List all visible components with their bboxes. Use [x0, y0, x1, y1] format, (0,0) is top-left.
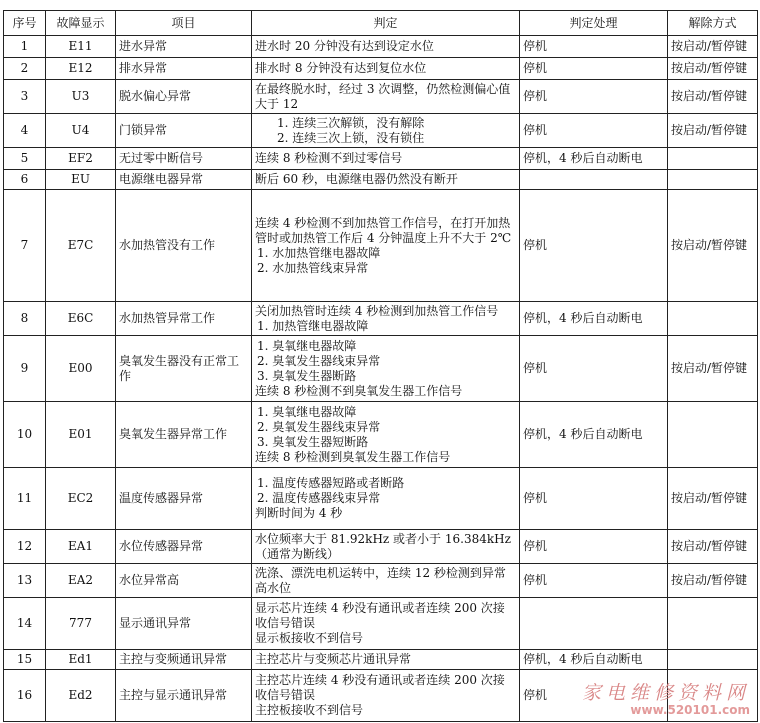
judgement-line: 1. 臭氧继电器故障 — [257, 404, 357, 419]
judgement-cell — [252, 190, 520, 302]
judgement-cell — [252, 148, 520, 170]
fault-item: 无过零中断信号 — [116, 148, 252, 170]
judgement-cell — [252, 302, 520, 336]
watermark-url: www.520101.com — [630, 703, 750, 717]
fault-item: 电源继电器异常 — [116, 170, 252, 190]
judgement-cell — [252, 58, 520, 80]
row-number: 11 — [4, 468, 46, 530]
table-row — [4, 302, 758, 336]
row-number: 2 — [4, 58, 46, 80]
header-cell: 判定处理 — [520, 11, 668, 36]
clear-method-cell: 按启动/暂停键 — [668, 36, 758, 58]
fault-code: Ed2 — [46, 670, 116, 722]
action-cell: 停机 — [520, 80, 668, 114]
judgement-line: 连续 8 秒检测到臭氧发生器工作信号 — [255, 449, 451, 464]
judgement-line: 显示板接收不到信号 — [255, 631, 364, 645]
table-row — [4, 148, 758, 170]
row-number: 13 — [4, 564, 46, 598]
action-cell: 停机 — [520, 468, 668, 530]
table-row — [4, 564, 758, 598]
table-row — [4, 530, 758, 564]
header-cell: 项目 — [116, 11, 252, 36]
judgement-line: 主控芯片连续 4 秒没有通讯或者连续 200 次接收信号错误 — [255, 673, 505, 702]
judgement-cell — [252, 80, 520, 114]
row-number: 6 — [4, 170, 46, 190]
judgement-cell — [252, 650, 520, 670]
action-cell: 停机，4 秒后自动断电 — [520, 148, 668, 170]
fault-code: EF2 — [46, 148, 116, 170]
fault-code: E6C — [46, 302, 116, 336]
header-cell: 故障显示 — [46, 11, 116, 36]
clear-method-cell — [668, 302, 758, 336]
fault-item: 臭氧发生器异常工作 — [116, 402, 252, 468]
clear-method-cell — [668, 170, 758, 190]
action-cell: 停机，4 秒后自动断电 — [520, 650, 668, 670]
fault-item: 排水异常 — [116, 58, 252, 80]
action-cell: 停机 — [520, 336, 668, 402]
clear-method-cell — [668, 598, 758, 650]
fault-item: 水加热管没有工作 — [116, 190, 252, 302]
watermark-text: 家电维修资料网 — [581, 682, 750, 704]
clear-method-cell: 按启动/暂停键 — [668, 564, 758, 598]
row-number: 3 — [4, 80, 46, 114]
table-row — [4, 468, 758, 530]
clear-method-cell — [668, 148, 758, 170]
action-cell: 停机 — [520, 530, 668, 564]
table-row — [4, 598, 758, 650]
judgement-line: 水位频率大于 81.92kHz 或者小于 16.384kHz — [255, 531, 511, 546]
row-number: 15 — [4, 650, 46, 670]
judgement-cell — [252, 530, 520, 564]
action-cell: 停机，4 秒后自动断电 — [520, 402, 668, 468]
judgement-line: 关闭加热管时连续 4 秒检测到加热管工作信号 — [255, 303, 499, 318]
fault-item: 主控与显示通讯异常 — [116, 670, 252, 722]
row-number: 5 — [4, 148, 46, 170]
judgement-line: 1. 水加热管继电器故障 — [257, 245, 381, 260]
judgement-line: 3. 臭氧发生器短断路 — [257, 434, 369, 449]
judgement-cell — [252, 598, 520, 650]
fault-code: E11 — [46, 36, 116, 58]
fault-item: 水位传感器异常 — [116, 530, 252, 564]
fault-code: U3 — [46, 80, 116, 114]
fault-item: 脱水偏心异常 — [116, 80, 252, 114]
judgement-line: 1. 臭氧继电器故障 — [257, 338, 357, 353]
fault-code: 777 — [46, 598, 116, 650]
action-cell: 停机 — [520, 564, 668, 598]
row-number: 7 — [4, 190, 46, 302]
row-number: 14 — [4, 598, 46, 650]
fault-code: E7C — [46, 190, 116, 302]
judgement-line: 排水时 8 分钟没有达到复位水位 — [255, 61, 427, 75]
fault-code: E01 — [46, 402, 116, 468]
clear-method-cell: 按启动/暂停键 — [668, 468, 758, 530]
table-row — [4, 58, 758, 80]
judgement-line: 主控芯片与变频芯片通讯异常 — [255, 652, 412, 666]
table-row — [4, 170, 758, 190]
row-number: 1 — [4, 36, 46, 58]
judgement-cell — [252, 402, 520, 468]
fault-code: U4 — [46, 114, 116, 148]
judgement-line: 断后 60 秒，电源继电器仍然没有断开 — [255, 172, 458, 186]
table-row — [4, 336, 758, 402]
header-row — [4, 11, 758, 36]
row-number: 8 — [4, 302, 46, 336]
fault-item: 水加热管异常工作 — [116, 302, 252, 336]
fault-item: 主控与变频通讯异常 — [116, 650, 252, 670]
judgement-line: 连续 4 秒检测不到加热管工作信号，在打开加热管时或加热管工作后 4 分钟温度上升不大于 2℃ — [255, 215, 512, 245]
judgement-line: 2. 臭氧发生器线束异常 — [257, 353, 381, 368]
clear-method-cell — [668, 650, 758, 670]
judgement-cell — [252, 170, 520, 190]
judgement-line: 2. 连续三次上锁，没有锁住 — [277, 130, 425, 145]
fault-code: EA1 — [46, 530, 116, 564]
judgement-line: 2. 臭氧发生器线束异常 — [257, 419, 381, 434]
action-cell: 停机 — [520, 36, 668, 58]
header-cell: 判定 — [252, 11, 520, 36]
fault-code-table — [3, 10, 758, 722]
judgement-line: 1. 加热管继电器故障 — [257, 318, 369, 333]
judgement-cell — [252, 670, 520, 722]
judgement-line: 显示芯片连续 4 秒没有通讯或者连续 200 次接收信号错误 — [255, 601, 505, 630]
judgement-line: 1. 温度传感器短路或者断路 — [257, 476, 405, 490]
row-number: 16 — [4, 670, 46, 722]
watermark — [582, 678, 750, 717]
fault-code: E12 — [46, 58, 116, 80]
header-cell: 解除方式 — [668, 11, 758, 36]
header-cell: 序号 — [4, 11, 46, 36]
judgement-line: 连续 8 秒检测不到过零信号 — [255, 151, 403, 165]
judgement-line: 2. 温度传感器线束异常 — [257, 491, 381, 505]
judgement-cell — [252, 564, 520, 598]
action-cell: 停机 — [520, 58, 668, 80]
fault-code: EA2 — [46, 564, 116, 598]
judgement-cell — [252, 114, 520, 148]
row-number: 9 — [4, 336, 46, 402]
judgement-line: 连续 8 秒检测不到臭氧发生器工作信号 — [255, 383, 463, 398]
judgement-cell — [252, 468, 520, 530]
fault-item: 温度传感器异常 — [116, 468, 252, 530]
row-number: 4 — [4, 114, 46, 148]
table-row — [4, 650, 758, 670]
table-row — [4, 114, 758, 148]
table-row — [4, 402, 758, 468]
judgement-line: 主控板接收不到信号 — [255, 703, 364, 717]
table-row — [4, 190, 758, 302]
fault-item: 水位异常高 — [116, 564, 252, 598]
clear-method-cell: 按启动/暂停键 — [668, 114, 758, 148]
judgement-line: （通常为断线） — [255, 546, 340, 561]
judgement-line: 判断时间为 4 秒 — [255, 506, 343, 520]
fault-code: E00 — [46, 336, 116, 402]
judgement-cell — [252, 336, 520, 402]
fault-item: 进水异常 — [116, 36, 252, 58]
fault-item: 门锁异常 — [116, 114, 252, 148]
action-cell: 停机，4 秒后自动断电 — [520, 302, 668, 336]
fault-code: EC2 — [46, 468, 116, 530]
fault-item: 显示通讯异常 — [116, 598, 252, 650]
judgement-line: 1. 连续三次解锁，没有解除 — [277, 115, 425, 130]
action-cell: 停机 — [520, 114, 668, 148]
clear-method-cell: 按启动/暂停键 — [668, 190, 758, 302]
judgement-line: 洗涤、漂洗电机运转中，连续 12 秒检测到异常高水位 — [255, 565, 506, 595]
judgement-cell — [252, 36, 520, 58]
fault-code: EU — [46, 170, 116, 190]
clear-method-cell — [668, 402, 758, 468]
action-cell: 停机 — [520, 190, 668, 302]
table-row — [4, 80, 758, 114]
action-cell — [520, 598, 668, 650]
clear-method-cell: 按启动/暂停键 — [668, 80, 758, 114]
judgement-line: 2. 水加热管线束异常 — [257, 260, 369, 275]
clear-method-cell: 按启动/暂停键 — [668, 336, 758, 402]
clear-method-cell: 按启动/暂停键 — [668, 530, 758, 564]
table-row — [4, 36, 758, 58]
fault-code: Ed1 — [46, 650, 116, 670]
action-cell: 停机 — [520, 670, 668, 722]
judgement-line: 进水时 20 分钟没有达到设定水位 — [255, 39, 434, 53]
judgement-line: 在最终脱水时，经过 3 次调整，仍然检测偏心值大于 12 — [255, 81, 511, 111]
judgement-line: 3. 臭氧发生器断路 — [257, 368, 357, 383]
row-number: 10 — [4, 402, 46, 468]
row-number: 12 — [4, 530, 46, 564]
fault-item: 臭氧发生器没有正常工作 — [116, 336, 252, 402]
clear-method-cell: 按启动/暂停键 — [668, 58, 758, 80]
action-cell — [520, 170, 668, 190]
